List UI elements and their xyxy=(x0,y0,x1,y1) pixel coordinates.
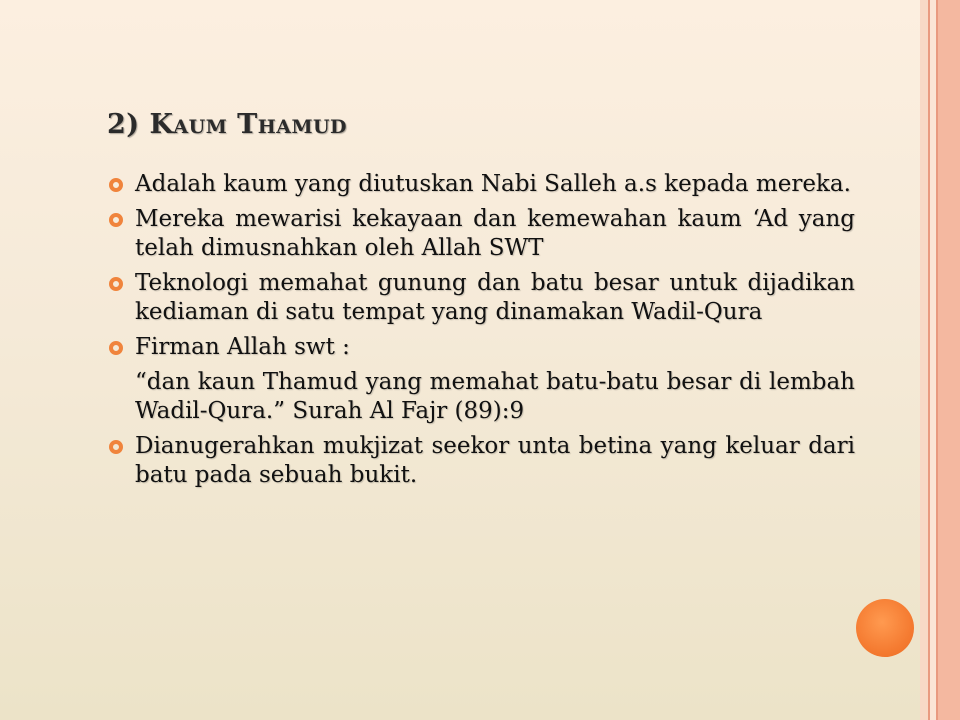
list-item xyxy=(107,205,855,263)
circle-bullet-icon xyxy=(109,341,123,355)
quote-text xyxy=(107,368,855,426)
slide-title: 2) Kaum Thamud xyxy=(107,109,348,140)
list-item-text: Mereka mewarisi kekayaan dan kemewahan kaum ‘Ad yang telah dimusnahkan oleh Allah SWT xyxy=(135,206,855,261)
circle-bullet-icon xyxy=(109,440,123,454)
list-item xyxy=(107,333,855,362)
list-item-text: Teknologi memahat gunung dan batu besar untuk dijadikan kediaman di satu tempat yang dinamakan Wadil-Qura xyxy=(135,270,855,325)
decorative-stripes xyxy=(920,0,960,720)
decorative-circle xyxy=(856,599,914,657)
list-item xyxy=(107,269,855,327)
list-item-text: Firman Allah swt : xyxy=(135,334,350,360)
circle-bullet-icon xyxy=(109,178,123,192)
list-item-text: Dianugerahkan mukjizat seekor unta betina yang keluar dari batu pada sebuah bukit. xyxy=(135,433,855,488)
list-item-text: Adalah kaum yang diutuskan Nabi Salleh a.s kepada mereka. xyxy=(135,171,851,197)
quote-content: “dan kaun Thamud yang memahat batu-batu besar di lembah Wadil-Qura.” Surah Al Fajr (89):9 xyxy=(135,369,855,424)
circle-bullet-icon xyxy=(109,213,123,227)
bullet-list xyxy=(107,170,855,496)
list-item xyxy=(107,432,855,490)
circle-bullet-icon xyxy=(109,277,123,291)
list-item xyxy=(107,170,855,199)
